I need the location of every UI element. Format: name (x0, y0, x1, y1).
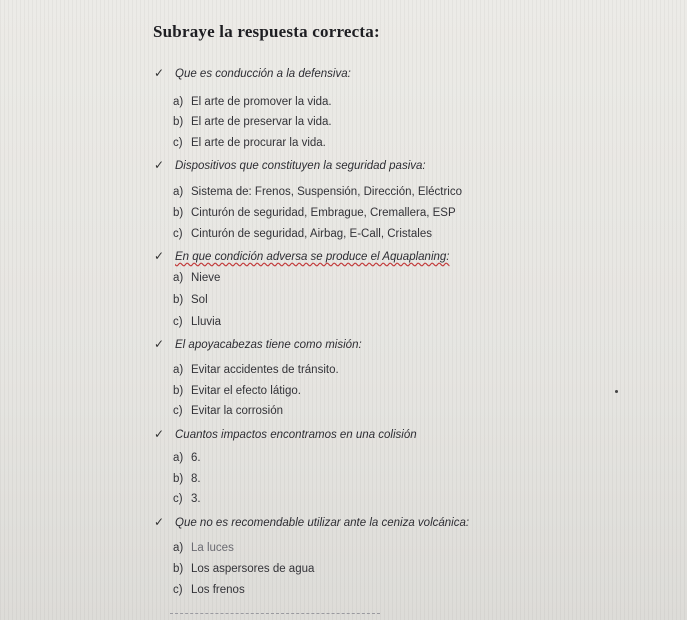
checkmark-icon: ✓ (154, 66, 165, 80)
option-1c (173, 137, 326, 149)
option-letter: b) (173, 563, 184, 575)
question-6 (154, 515, 469, 529)
option-1b (173, 116, 332, 128)
option-letter: b) (173, 207, 184, 219)
checkmark-icon: ✓ (154, 337, 165, 351)
option-text: Evitar accidentes de tránsito. (191, 364, 339, 376)
option-text: 6. (191, 452, 201, 464)
question-text: En que condición adversa se produce el Aquaplaning: (175, 251, 450, 263)
option-text: 8. (191, 473, 201, 485)
option-3a (173, 272, 220, 284)
question-text: Que es conducción a la defensiva: (175, 68, 351, 80)
question-2 (154, 158, 426, 172)
question-text: El apoyacabezas tiene como misión: (175, 339, 362, 351)
option-letter: b) (173, 385, 184, 397)
option-4b (173, 385, 301, 397)
option-text: 3. (191, 493, 201, 505)
option-2a (173, 186, 462, 198)
option-letter: b) (173, 294, 184, 306)
option-text: Cinturón de seguridad, Embrague, Cremallera, ESP (191, 207, 456, 219)
option-1a (173, 96, 332, 108)
option-letter: c) (173, 137, 183, 149)
option-6a (173, 542, 234, 554)
question-text: Cuantos impactos encontramos en una colisión (175, 429, 417, 441)
question-3 (154, 249, 450, 263)
checkmark-icon: ✓ (154, 427, 165, 441)
option-letter: a) (173, 452, 184, 464)
option-letter: c) (173, 493, 183, 505)
option-letter: a) (173, 364, 184, 376)
option-text: El arte de preservar la vida. (191, 116, 332, 128)
option-3b (173, 294, 208, 306)
option-letter: c) (173, 228, 183, 240)
option-2c (173, 228, 432, 240)
option-text: El arte de promover la vida. (191, 96, 332, 108)
option-5c (173, 493, 201, 505)
option-text: Nieve (191, 272, 221, 284)
option-text: Sol (191, 294, 208, 306)
question-1 (154, 66, 351, 80)
option-2b (173, 207, 456, 219)
option-letter: b) (173, 116, 184, 128)
option-3c (173, 316, 221, 328)
option-text: Los frenos (191, 584, 245, 596)
option-5b (173, 473, 201, 485)
question-4 (154, 337, 362, 351)
option-6b (173, 563, 314, 575)
question-5 (154, 427, 417, 441)
question-text: Dispositivos que constituyen la seguridad pasiva: (175, 160, 426, 172)
option-text: El arte de procurar la vida. (191, 137, 326, 149)
option-text: Evitar la corrosión (191, 405, 284, 417)
option-letter: c) (173, 584, 183, 596)
option-letter: a) (173, 542, 184, 554)
option-letter: a) (173, 186, 184, 198)
option-5a (173, 452, 201, 464)
checkmark-icon: ✓ (154, 158, 165, 172)
question-text: Que no es recomendable utilizar ante la ceniza volcánica: (175, 517, 470, 529)
option-text: La luces (191, 542, 234, 554)
option-letter: c) (173, 316, 183, 328)
option-letter: a) (173, 96, 184, 108)
option-text: Los aspersores de agua (191, 563, 315, 575)
stray-dot (615, 390, 618, 393)
checkmark-icon: ✓ (154, 249, 165, 263)
checkmark-icon: ✓ (154, 515, 165, 529)
page-title: Subraye la respuesta correcta: (153, 22, 380, 41)
option-text: Cinturón de seguridad, Airbag, E-Call, Cristales (191, 228, 432, 240)
option-text: Sistema de: Frenos, Suspensión, Dirección, Eléctrico (191, 186, 463, 198)
option-4c (173, 405, 283, 417)
option-text: Evitar el efecto látigo. (191, 385, 301, 397)
cut-off-line (170, 607, 380, 614)
option-4a (173, 364, 339, 376)
option-letter: b) (173, 473, 184, 485)
option-6c (173, 584, 245, 596)
option-letter: c) (173, 405, 183, 417)
option-text: Lluvia (191, 316, 222, 328)
option-letter: a) (173, 272, 184, 284)
